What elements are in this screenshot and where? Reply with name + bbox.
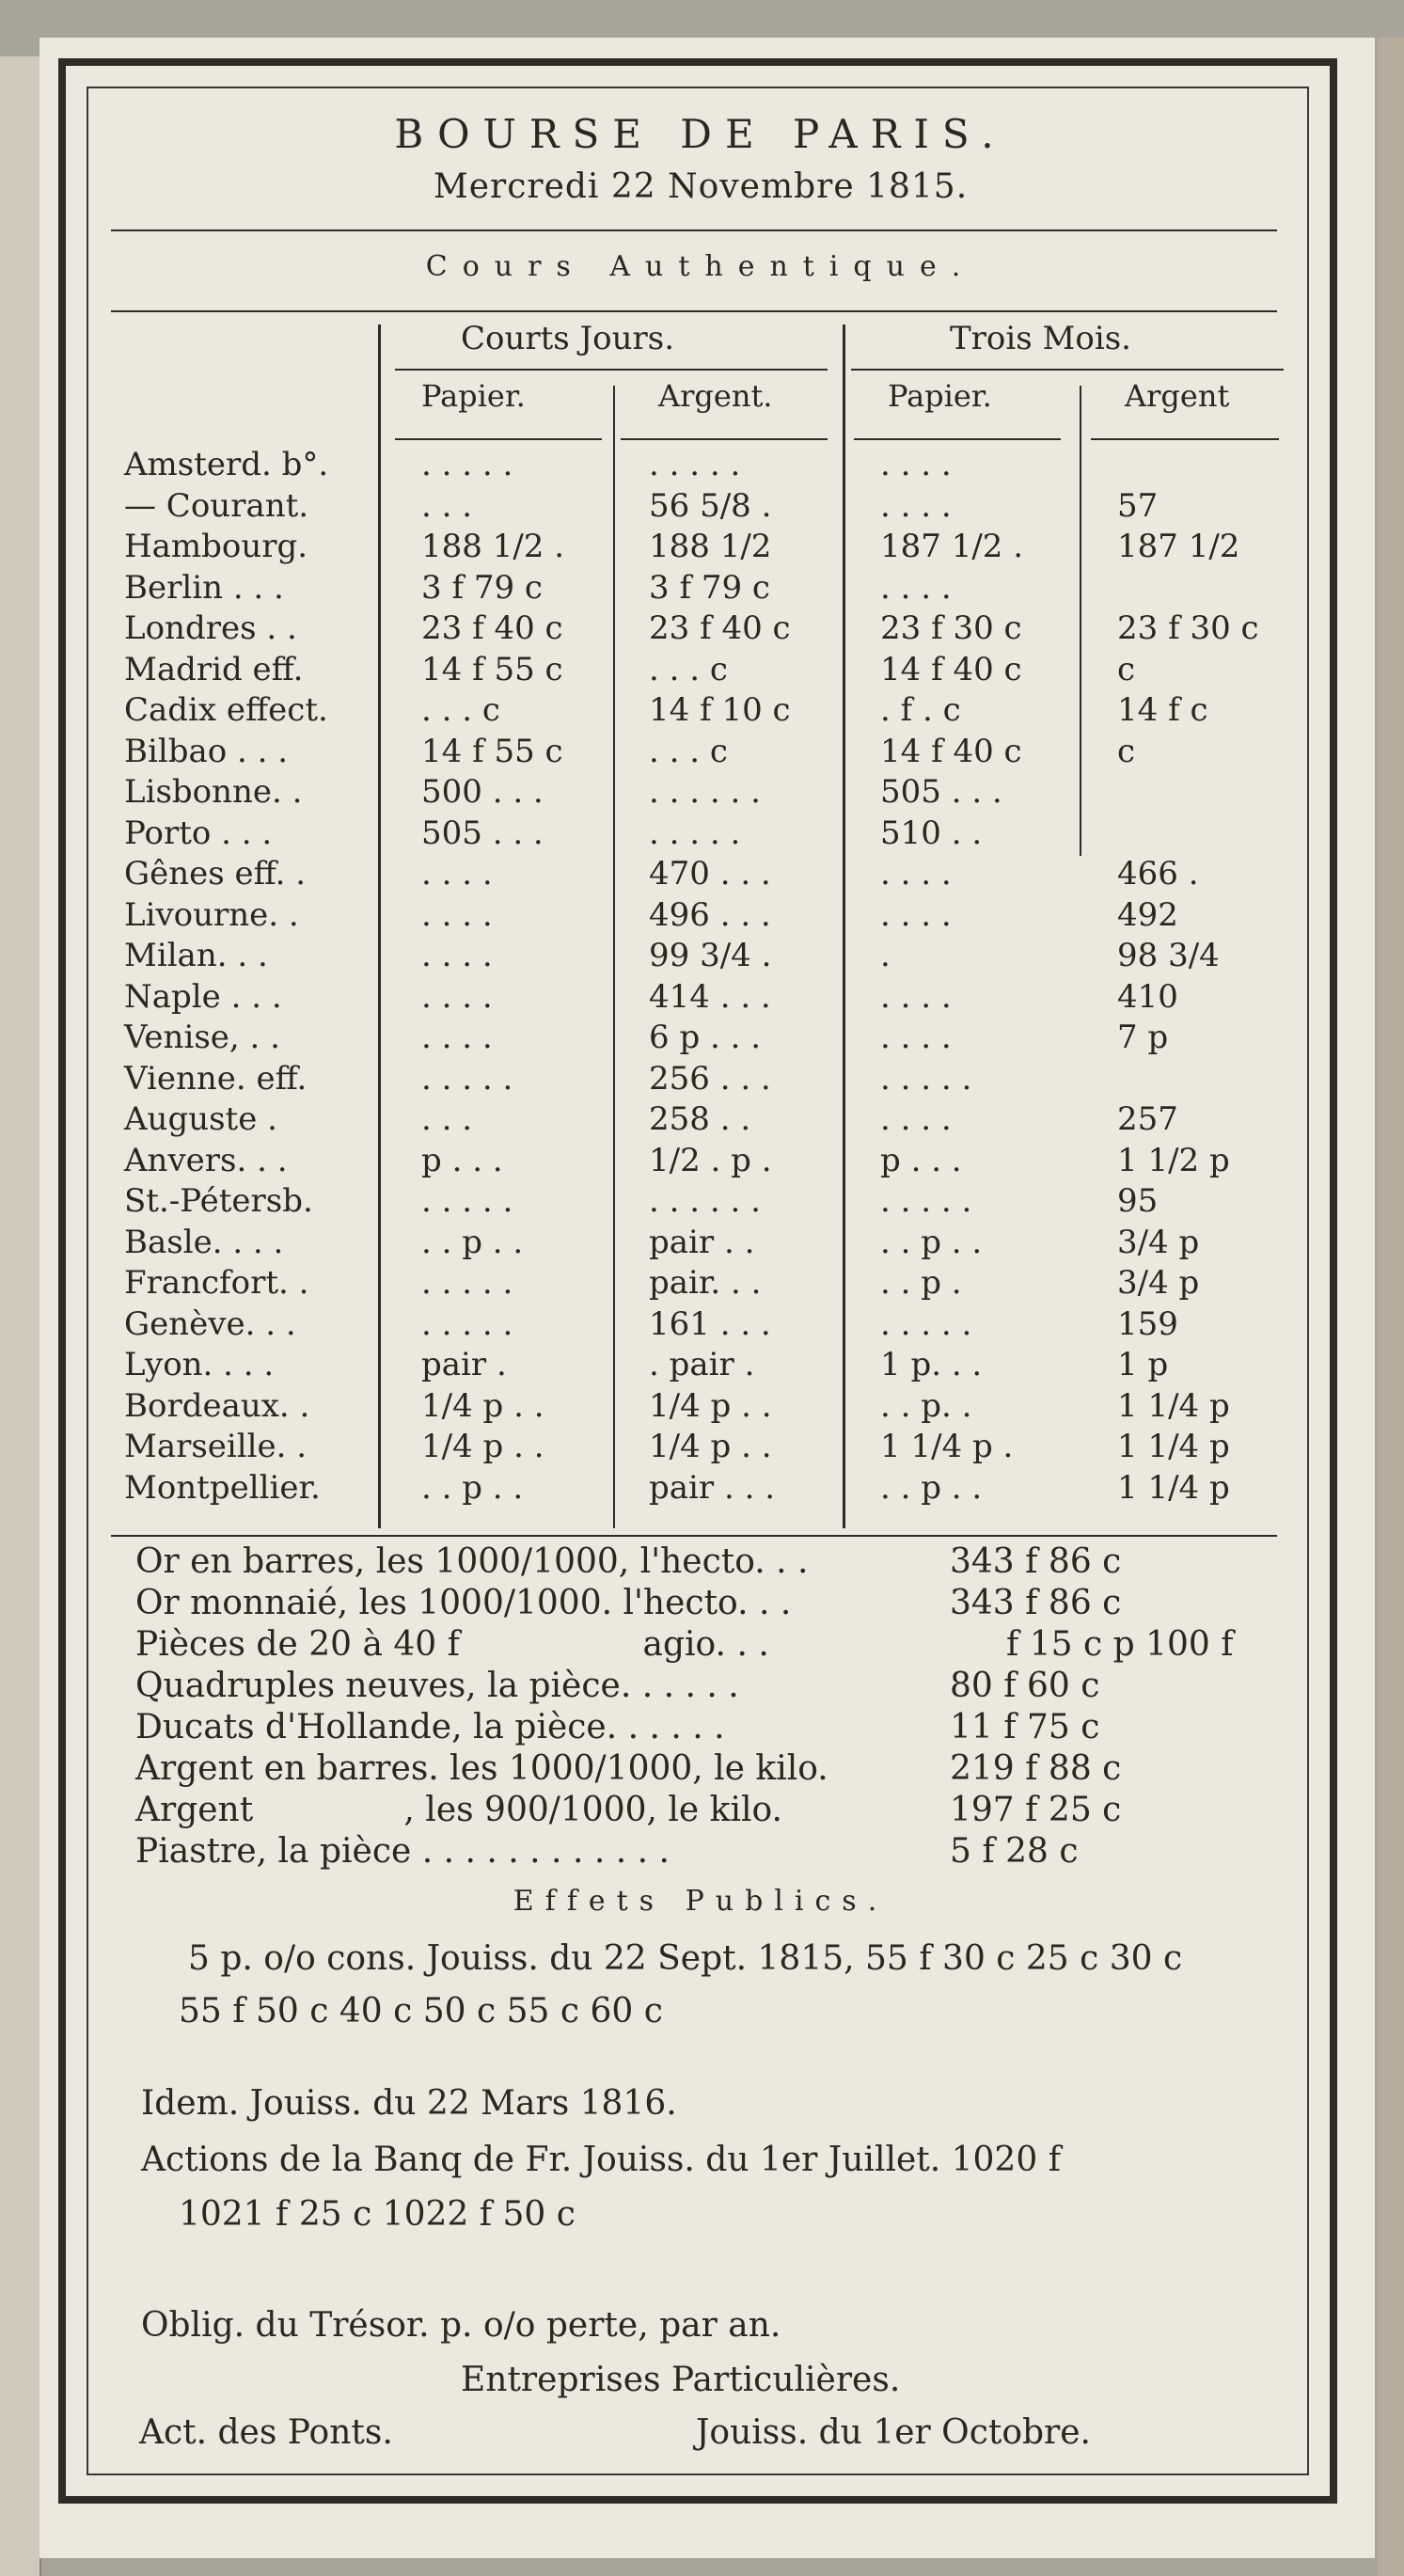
group-trois-mois: Trois Mois.: [950, 320, 1131, 357]
rate-cell: 505 . . .: [421, 814, 544, 852]
left-page-edge: [0, 56, 41, 2576]
rate-cell: 161 . . .: [649, 1305, 771, 1343]
entreprises-line: Entreprises Particulières.: [461, 2361, 901, 2399]
rule-col-2: [621, 438, 828, 440]
rate-cell: .: [880, 937, 891, 974]
rate-cell: 159: [1117, 1305, 1178, 1343]
rule-col-1: [395, 438, 602, 440]
rate-cell: 57: [1117, 487, 1159, 525]
rate-cell: 188 1/2 .: [421, 528, 565, 565]
rate-cell: 14 f 40 c: [880, 651, 1022, 688]
rate-cell: . . . .: [421, 937, 493, 974]
metal-value: 197 f 25 c: [950, 1791, 1122, 1829]
rate-cell: 6 p . . .: [649, 1019, 762, 1056]
rate-cell: . . . .: [880, 487, 952, 525]
rate-row-label: Montpellier.: [124, 1469, 321, 1507]
rate-cell: 1/4 p . .: [649, 1387, 772, 1425]
rate-cell: 505 . . .: [880, 773, 1002, 811]
rate-cell: . . . c: [421, 691, 500, 729]
rate-row-label: Bordeaux. .: [124, 1387, 310, 1425]
ponts-jouiss: Jouiss. du 1er Octobre.: [696, 2413, 1091, 2452]
rate-row-label: Cadix effect.: [124, 691, 328, 729]
rule-group-1: [395, 369, 828, 371]
rente-line-2: 55 f 50 c 40 c 50 c 55 c 60 c: [179, 1992, 663, 2031]
rate-row-label: Gênes eff. .: [124, 855, 307, 893]
rate-row-label: Milan. . .: [124, 937, 268, 974]
rate-row-label: Lyon. . . .: [124, 1346, 275, 1383]
metal-label: Argent en barres. les 1000/1000, le kilo.: [135, 1749, 828, 1788]
rule-sub: [111, 310, 1277, 312]
section-subtitle: Cours Authentique.: [425, 250, 976, 283]
rate-cell: 187 1/2: [1117, 528, 1240, 565]
rate-cell: . . . .: [880, 855, 952, 893]
rate-cell: 3/4 p: [1117, 1264, 1200, 1302]
rate-cell: 1 p. . .: [880, 1346, 983, 1383]
banque-line-2: 1021 f 25 c 1022 f 50 c: [179, 2195, 576, 2234]
metal-label: Or en barres, les 1000/1000, l'hecto. . .: [135, 1542, 809, 1581]
metal-label: Or monnaié, les 1000/1000. l'hecto. . .: [135, 1584, 792, 1622]
rate-row-label: Vienne. eff.: [124, 1060, 308, 1098]
rate-cell: 496 . . .: [649, 896, 771, 934]
rate-cell: . . . . . .: [649, 773, 761, 811]
metal-label: Ducats d'Hollande, la pièce. . . . . .: [135, 1708, 725, 1746]
rate-row-label: Londres . .: [124, 609, 297, 647]
rate-cell: 95: [1117, 1182, 1159, 1220]
rate-row-label: Porto . . .: [124, 814, 273, 852]
metal-value: 5 f 28 c: [950, 1832, 1079, 1871]
right-page-edge: [1378, 38, 1404, 2576]
rate-row-label: Naple . . .: [124, 978, 282, 1016]
rate-row-label: Anvers. . .: [124, 1142, 288, 1179]
rente-line-1: 5 p. o/o cons. Jouiss. du 22 Sept. 1815, 55 f 30 c 25 c 30 c: [188, 1939, 1183, 1978]
rate-row-label: Venise, . .: [124, 1019, 280, 1056]
metal-value: 11 f 75 c: [950, 1708, 1100, 1746]
rate-cell: 3 f 79 c: [649, 569, 770, 607]
banque-line-1: Actions de la Banq de Fr. Jouiss. du 1er Juillet. 1020 f: [141, 2141, 1062, 2179]
rate-cell: . . . . .: [421, 1182, 513, 1220]
rate-cell: . . . . .: [421, 1264, 513, 1302]
rate-cell: . . p. .: [880, 1387, 972, 1425]
rate-cell: 466 .: [1117, 855, 1199, 893]
vrule-2: [613, 386, 615, 1528]
metal-value: 343 f 86 c: [950, 1584, 1122, 1622]
rate-row-label: Hambourg.: [124, 528, 308, 565]
rate-cell: 492: [1117, 896, 1178, 934]
rate-cell: . . p . .: [421, 1469, 524, 1507]
page-title: BOURSE DE PARIS.: [394, 111, 1007, 157]
rate-row-label: Auguste .: [124, 1100, 277, 1138]
rate-cell: 510 . .: [880, 814, 983, 852]
rate-cell: . . . . .: [880, 1060, 972, 1098]
rate-cell: 410: [1117, 978, 1178, 1016]
col-papier-2: Papier.: [888, 378, 992, 414]
vrule-4: [1080, 386, 1081, 856]
rule-top: [111, 229, 1277, 231]
rate-row-label: Livourne. .: [124, 896, 299, 934]
rate-cell: 14 f 10 c: [649, 691, 791, 729]
rate-cell: . . . . .: [880, 1305, 972, 1343]
metal-value: 343 f 86 c: [950, 1542, 1122, 1581]
rate-cell: 23 f 30 c: [1117, 609, 1259, 647]
rate-cell: . . . .: [880, 446, 952, 483]
rate-cell: p . . .: [880, 1142, 962, 1179]
rate-row-label: Francfort. .: [124, 1264, 309, 1302]
rate-cell: . . . .: [421, 978, 493, 1016]
rate-cell: . . . . .: [421, 446, 513, 483]
rate-cell: . . . .: [880, 1019, 952, 1056]
rate-cell: 56 5/8 .: [649, 487, 772, 525]
metal-label: Pièces de 20 à 40 f agio. . .: [135, 1625, 769, 1664]
rate-cell: pair . .: [649, 1224, 755, 1261]
rate-cell: 500 . . .: [421, 773, 544, 811]
rate-cell: 99 3/4 .: [649, 937, 772, 974]
effets-title: Effets Publics.: [513, 1885, 889, 1918]
rate-cell: 98 3/4: [1117, 937, 1220, 974]
rate-cell: c: [1117, 651, 1136, 688]
rule-group-2: [851, 369, 1284, 371]
metal-value: 80 f 60 c: [950, 1667, 1100, 1705]
rate-cell: 7 p: [1117, 1019, 1169, 1056]
rate-cell: 256 . . .: [649, 1060, 771, 1098]
metal-value: f 15 c p 100 f: [1006, 1625, 1234, 1664]
rate-cell: 1 p: [1117, 1346, 1169, 1383]
rate-cell: 14 f c: [1117, 691, 1208, 729]
rate-row-label: Basle. . . .: [124, 1224, 284, 1261]
rate-cell: 1/2 . p .: [649, 1142, 772, 1179]
rate-cell: 23 f 30 c: [880, 609, 1022, 647]
rate-cell: . . . .: [880, 978, 952, 1016]
rate-cell: . . p . .: [880, 1224, 983, 1261]
rate-cell: . . p . .: [880, 1469, 983, 1507]
rate-cell: 1 1/4 p: [1117, 1428, 1230, 1465]
col-papier-1: Papier.: [421, 378, 526, 414]
rate-cell: . . . .: [421, 1019, 493, 1056]
rate-cell: . . . . .: [421, 1060, 513, 1098]
metal-label: Argent , les 900/1000, le kilo.: [135, 1791, 782, 1829]
ponts-label: Act. des Ponts.: [139, 2413, 393, 2452]
rate-cell: . . . .: [880, 569, 952, 607]
rate-cell: . . . . .: [649, 814, 741, 852]
rule-col-3: [854, 438, 1061, 440]
rate-cell: 470 . . .: [649, 855, 771, 893]
rate-cell: . . p .: [880, 1264, 962, 1302]
rate-cell: . f . c: [880, 691, 961, 729]
rate-cell: 188 1/2: [649, 528, 772, 565]
rate-cell: c: [1117, 733, 1136, 770]
col-argent-2: Argent: [1125, 378, 1230, 414]
rate-cell: 1 1/2 p: [1117, 1142, 1230, 1179]
rate-row-label: — Courant.: [124, 487, 309, 525]
rate-cell: 414 . . .: [649, 978, 771, 1016]
rate-row-label: Bilbao . . .: [124, 733, 289, 770]
rate-cell: 23 f 40 c: [421, 609, 563, 647]
rate-cell: . . . . .: [880, 1182, 972, 1220]
rate-cell: . . . c: [649, 733, 728, 770]
rate-row-label: Marseille. .: [124, 1428, 308, 1465]
rate-cell: 258 . .: [649, 1100, 751, 1138]
rate-cell: . . . .: [880, 896, 952, 934]
rate-cell: 1 1/4 p .: [880, 1428, 1014, 1465]
rate-cell: 23 f 40 c: [649, 609, 791, 647]
rate-row-label: Madrid eff.: [124, 651, 304, 688]
rate-cell: . . . c: [649, 651, 728, 688]
rate-cell: 1/4 p . .: [649, 1428, 772, 1465]
rate-row-label: Berlin . . .: [124, 569, 284, 607]
rate-cell: . . .: [421, 1100, 473, 1138]
rate-row-label: St.-Pétersb.: [124, 1182, 313, 1220]
rate-cell: 1 1/4 p: [1117, 1469, 1230, 1507]
rate-cell: 187 1/2 .: [880, 528, 1024, 565]
rate-cell: 1/4 p . .: [421, 1428, 544, 1465]
rate-cell: . . . . . .: [649, 1182, 761, 1220]
metal-label: Piastre, la pièce . . . . . . . . . . . .: [135, 1832, 670, 1871]
rate-cell: 14 f 40 c: [880, 733, 1022, 770]
rate-cell: . pair .: [649, 1346, 755, 1383]
rate-cell: . . p . .: [421, 1224, 524, 1261]
metal-value: 219 f 88 c: [950, 1749, 1122, 1788]
vrule-3: [843, 324, 845, 1528]
rate-row-label: Lisbonne. .: [124, 773, 303, 811]
group-courts-jours: Courts Jours.: [461, 320, 675, 357]
rate-cell: 14 f 55 c: [421, 733, 563, 770]
rate-cell: pair .: [421, 1346, 507, 1383]
rate-cell: . . . .: [421, 855, 493, 893]
rule-col-4: [1091, 438, 1279, 440]
rate-cell: . . . . .: [421, 1305, 513, 1343]
metal-label: Quadruples neuves, la pièce. . . . . .: [135, 1667, 739, 1705]
rate-row-label: Amsterd. b°.: [124, 446, 329, 483]
rate-cell: 1 1/4 p: [1117, 1387, 1230, 1425]
rate-cell: 1/4 p . .: [421, 1387, 544, 1425]
rate-cell: . . . .: [421, 896, 493, 934]
rate-cell: 3 f 79 c: [421, 569, 543, 607]
rate-cell: . . . .: [880, 1100, 952, 1138]
col-argent-1: Argent.: [658, 378, 773, 414]
vrule-1: [378, 324, 381, 1528]
rate-cell: 257: [1117, 1100, 1178, 1138]
rate-cell: . . . . .: [649, 446, 741, 483]
rate-cell: . . .: [421, 487, 473, 525]
oblig-line: Oblig. du Trésor. p. o/o perte, par an.: [141, 2306, 781, 2345]
rate-cell: p . . .: [421, 1142, 503, 1179]
rate-cell: 14 f 55 c: [421, 651, 563, 688]
rate-cell: 3/4 p: [1117, 1224, 1200, 1261]
rate-cell: pair . . .: [649, 1469, 776, 1507]
rule-table-bottom: [111, 1535, 1277, 1537]
date-line: Mercredi 22 Novembre 1815.: [433, 167, 969, 206]
rate-row-label: Genève. . .: [124, 1305, 296, 1343]
idem-line: Idem. Jouiss. du 22 Mars 1816.: [141, 2084, 677, 2123]
rate-cell: pair. . .: [649, 1264, 762, 1302]
